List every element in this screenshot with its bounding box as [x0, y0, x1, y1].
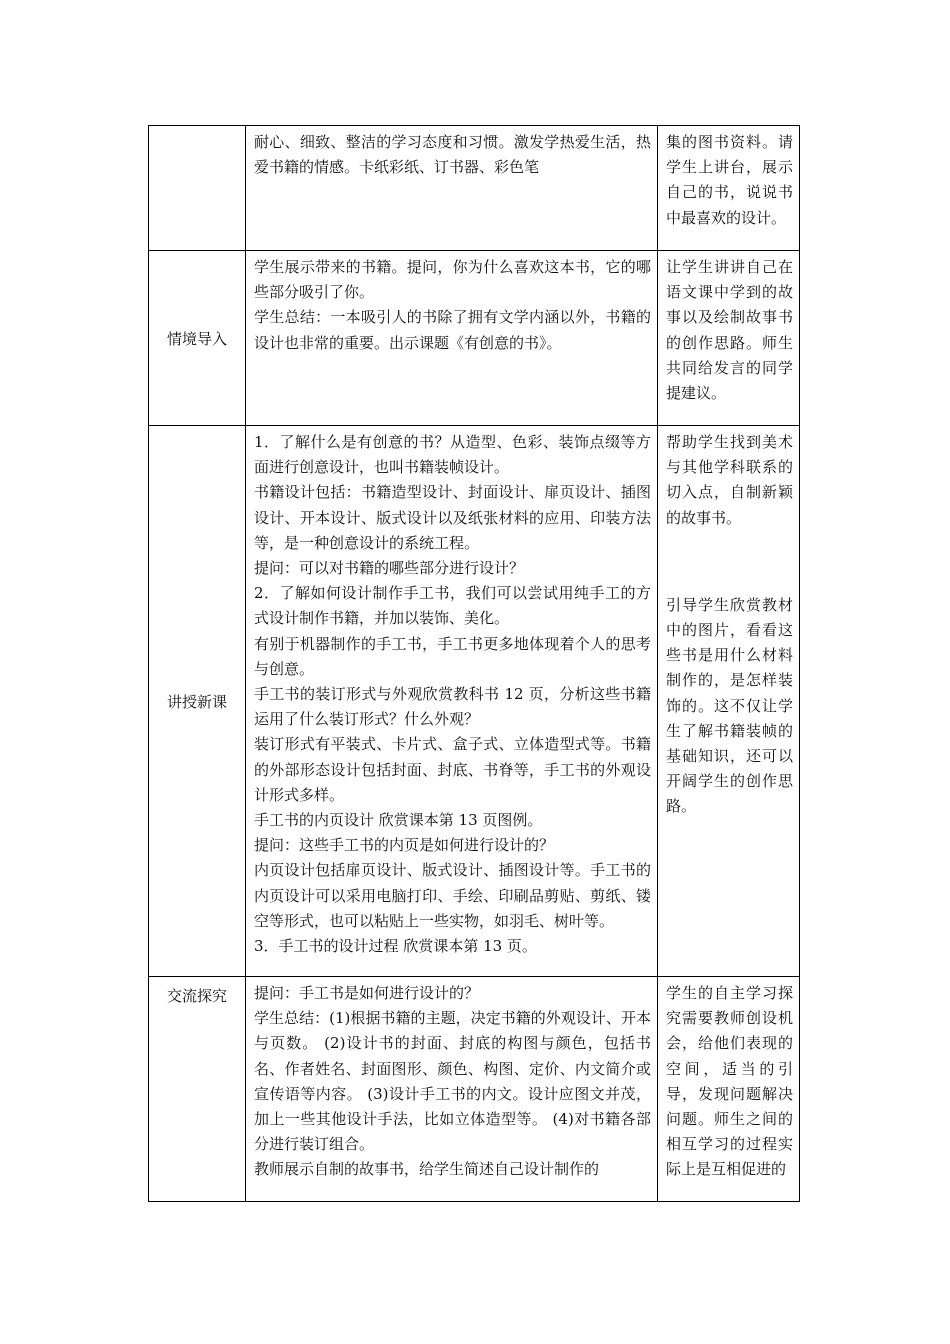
content-cell [246, 126, 658, 251]
content-paragraph: 提问：这些手工书的内页是如何进行设计的？ [254, 836, 555, 855]
intent-paragraph: 集的图书资料。请学生上讲台，展示自己的书，说说书中最喜欢的设计。 [666, 133, 793, 227]
intent-cell [658, 977, 800, 1202]
content-paragraph: 学生总结：(1)根据书籍的主题，决定书籍的外观设计、开本与页数。 (2)设计书的封面、封底的构图与颜色，包括书名、作者姓名、封面图形、颜色、构图、定价、内文简介或宣传语等内容。 (3)设计手工书的内文。设计应图文并茂，加上一些其他设计手法，比如立体造型等。 (4)对书籍各部分进行装订组合。 [254, 1009, 651, 1154]
content-paragraph: 学生总结：一本吸引人的书除了拥有文学内涵以外，书籍的设计也非常的重要。出示课题《有创意的书》。 [254, 308, 651, 352]
content-paragraph: 手工书的装订形式与外观欣赏教科书 12 页，分析这些书籍运用了什么装订形式？什么外观？ [254, 685, 651, 729]
spacer [666, 531, 793, 593]
content-paragraph: 手工书的内页设计 欣赏课本第 13 页图例。 [254, 811, 543, 830]
content-paragraph: 2．了解如何设计制作手工书，我们可以尝试用纯手工的方式设计制作书籍，并加以装饰、美化。 [254, 584, 651, 628]
content-cell [246, 977, 658, 1202]
intent-cell [658, 126, 800, 251]
content-paragraph: 内页设计包括扉页设计、版式设计、插图设计等。手工书的内页设计可以采用电脑打印、手绘、印刷品剪贴、剪纸、镂空等形式，也可以粘贴上一些实物，如羽毛、树叶等。 [254, 861, 651, 930]
content-paragraph: 学生展示带来的书籍。提问，你为什么喜欢这本书，它的哪些部分吸引了你。 [254, 258, 651, 302]
content-paragraph: 1．了解什么是有创意的书？从造型、色彩、装饰点缀等方面进行创意设计，也叫书籍装帧设计。 [254, 433, 651, 477]
content-paragraph: 提问：可以对书籍的哪些部分进行设计？ [254, 559, 525, 578]
table-row [149, 977, 800, 1202]
stage-cell [149, 126, 246, 251]
content-paragraph: 书籍设计包括：书籍造型设计、封面设计、扉页设计、插图设计、开本设计、版式设计以及纸张材料的应用、印装方法等，是一种创意设计的系统工程。 [254, 483, 651, 552]
intent-paragraph: 让学生讲讲自己在语文课中学到的故事以及绘制故事书的创作思路。师生共同给发言的同学提建议。 [666, 258, 793, 403]
content-paragraph: 教师展示自制的故事书，给学生简述自己设计制作的 [254, 1160, 600, 1179]
intent-cell [658, 426, 800, 977]
stage-cell [149, 251, 246, 426]
stage-cell [149, 977, 246, 1202]
intent-cell [658, 251, 800, 426]
content-cell [246, 426, 658, 977]
content-paragraph: 装订形式有平装式、卡片式、盒子式、立体造型式等。书籍的外部形态设计包括封面、封底、书脊等，手工书的外观设计形式多样。 [254, 735, 651, 804]
content-paragraph: 有别于机器制作的手工书，手工书更多地体现着个人的思考与创意。 [254, 634, 651, 678]
content-paragraph: 3．手工书的设计过程 欣赏课本第 13 页。 [254, 937, 537, 956]
content-cell [246, 251, 658, 426]
content-paragraph: 提问：手工书是如何进行设计的？ [254, 984, 480, 1002]
intent-paragraph: 学生的自主学习探究需要教师创设机会，给他们表现的空间，适当的引导，发现问题解决问题。师生之间的相互学习的过程实际上是互相促进的 [666, 984, 793, 1179]
stage-label: 交流探究 [166, 987, 227, 1005]
stage-label: 讲授新课 [166, 692, 227, 711]
stage-cell [149, 426, 246, 977]
lesson-plan-table [148, 125, 800, 1202]
table-row [149, 251, 800, 426]
table-row [149, 126, 800, 251]
intent-paragraph: 引导学生欣赏教材中的图片，看看这些书是用什么材料制作的，是怎样装饰的。这不仅让学生了解书籍装帧的基础知识，还可以开阔学生的创作思路。 [666, 595, 793, 816]
intent-paragraph: 帮助学生找到美术与其他学科联系的切入点，自制新颖的故事书。 [666, 433, 793, 527]
stage-label: 情境导入 [166, 329, 227, 348]
content-paragraph: 耐心、细致、整洁的学习态度和习惯。激发学热爱生活，热爱书籍的情感。卡纸彩纸、订书器、彩色笔 [254, 133, 651, 177]
table-row [149, 426, 800, 977]
